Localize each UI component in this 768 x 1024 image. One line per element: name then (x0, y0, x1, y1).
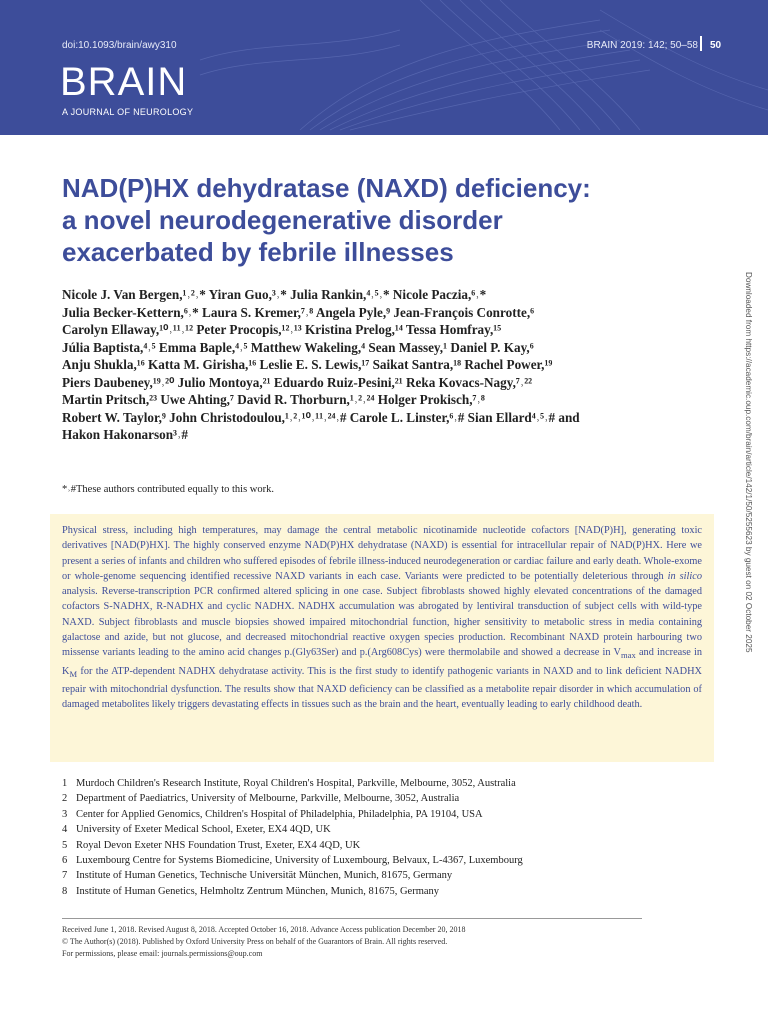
affiliation-number: 7 (62, 870, 68, 882)
title-line: NAD(P)HX dehydratase (NAXD) deficiency: (62, 173, 591, 203)
footer-divider (62, 918, 642, 919)
publication-footer (62, 924, 465, 960)
affiliation-number: 3 (62, 808, 68, 820)
km-subscript: M (69, 668, 78, 679)
author-line: Nicole J. Van Bergen,¹˒²˒* Yiran Guo,³˒* Julia Rankin,⁴˒⁵˒* Nicole Paczia,⁶˒* (62, 287, 487, 302)
journal-banner (0, 0, 768, 135)
affiliation (62, 884, 523, 899)
vmax-subscript: max (620, 650, 636, 661)
affiliation-text: Murdoch Children's Research Institute, Royal Children's Hospital, Parkville, Melbourne, 3052, Australia (76, 778, 516, 789)
affiliation-number: 5 (62, 839, 68, 851)
affiliation-number: 1 (62, 778, 68, 789)
title-line: exacerbated by febrile illnesses (62, 237, 454, 267)
copyright-notice: © The Author(s) (2018). Published by Oxford University Press on behalf of the Guarantors of Brain. All rights reserved. (62, 937, 448, 946)
permissions-contact[interactable]: For permissions, please email: journals.permissions@oup.com (62, 949, 263, 958)
affiliation (62, 868, 523, 883)
affiliation-text: Institute of Human Genetics, Technische Universität München, Munich, 81675, Germany (76, 870, 453, 882)
running-head: BRAIN 2019: 142; 50–58 (586, 40, 698, 51)
author-line: Júlia Baptista,⁴˒⁵ Emma Baple,⁴˒⁵ Matthew Wakeling,⁴ Sean Massey,¹ Daniel P. Kay,⁶ (62, 339, 534, 355)
affiliation-text: University of Exeter Medical School, Exeter, EX4 4QD, UK (76, 824, 331, 836)
abstract-part-3: and increase in K (62, 647, 703, 677)
abstract-part-1: Physical stress, including high temperatures, may damage the central metabolic nicotinamide nucleotide cofactors [NAD(P)H], generating toxic derivatives [NAD(P)HX]. The highly conserved enzyme NAD(P)HX dehydratase (NAXD) is essential for intracellular repair of NAD(P)HX. Here we present a series of infants and children who suffered episodes of febrile illness-induced neurodegeneration or cardiac failure and early death. Whole-exome or whole-genome sequencing identified recessive NAXD variants in each case. Variants were predicted to be potentially deleterious through (62, 525, 702, 582)
affiliation-number: 8 (62, 885, 68, 897)
affiliation-text: Department of Paediatrics, University of Melbourne, Parkville, Melbourne, 3052, Australia (76, 793, 460, 805)
affiliation (62, 776, 523, 791)
title-line: a novel neurodegenerative disorder (62, 205, 503, 235)
author-line: Hakon Hakonarson³˒# (62, 427, 188, 442)
abstract-part-2: analysis. Reverse-transcription PCR confirmed altered splicing in one case. Subject fibroblasts showed highly elevated concentrations of the damaged cofactors S-NADHX, R-NADHX and cyclic NADHX. NADHX accumulation was abrogated by lentiviral transduction of subject cells with wild-type NAXD. Subject fibroblasts and muscle biopsies showed impaired mitochondrial function, higher sensitivity to metabolic stress in media containing galactose and azide, but not glucose, and decreased mitochondrial reactive oxygen species production. Recombinant NAXD protein harbouring two missense variants leading to the amino acid changes p.(Gly63Ser) and p.(Arg608Cys) were thermolabile and showed a decrease in V (62, 586, 702, 659)
page-number: 50 (700, 36, 721, 51)
doi[interactable]: doi:10.1093/brain/awy310 (62, 40, 177, 51)
affiliation-number: 6 (62, 855, 68, 867)
equal-contribution-note: *˒#These authors contributed equally to this work. (62, 484, 274, 495)
article-title (62, 172, 702, 268)
affiliation-text: Center for Applied Genomics, Children's Hospital of Philadelphia, Philadelphia, PA 19104, USA (76, 808, 483, 820)
author-line: Anju Shukla,¹⁶ Katta M. Girisha,¹⁶ Leslie E. S. Lewis,¹⁷ Saikat Santra,¹⁸ Rachel Power,¹⁹ (62, 357, 553, 372)
author-list (62, 286, 702, 444)
journal-subtitle: A JOURNAL OF NEUROLOGY (62, 107, 194, 117)
download-watermark (742, 272, 756, 772)
affiliation-number: 4 (62, 824, 68, 836)
affiliation (62, 822, 523, 837)
received-dates: Received June 1, 2018. Revised August 8, 2018. Accepted October 16, 2018. Advance Access publication December 20, 2018 (62, 925, 466, 934)
author-line: Martin Pritsch,²³ Uwe Ahting,⁷ David R. Thorburn,¹˒²˒²⁴ Holger Prokisch,⁷˒⁸ (62, 392, 485, 407)
affiliation (62, 807, 523, 822)
affiliation-text: Royal Devon Exeter NHS Foundation Trust, Exeter, EX4 4QD, UK (76, 839, 361, 851)
affiliation (62, 853, 523, 868)
author-line: Robert W. Taylor,⁹ John Christodoulou,¹˒²˒¹⁰˒¹¹˒²⁴˒# Carole L. Linster,⁶˒# Sian Ellard⁴˒⁵˒# and (62, 409, 580, 425)
affiliation (62, 838, 523, 853)
affiliations-list (62, 776, 523, 899)
affiliation-text: Luxembourg Centre for Systems Biomedicine, University of Luxembourg, Belvaux, L-4367, Luxembourg (76, 855, 523, 867)
affiliation (62, 791, 523, 806)
affiliation-number: 2 (62, 793, 68, 805)
abstract-text (62, 523, 702, 713)
journal-logo: BRAIN (60, 60, 188, 104)
abstract-insilico: in silico (667, 570, 702, 582)
author-line: Piers Daubeney,¹⁹˒²⁰ Julio Montoya,²¹ Eduardo Ruiz-Pesini,²¹ Reka Kovacs-Nagy,⁷˒²² (62, 374, 533, 390)
abstract-part-4: for the ATP-dependent NADHX dehydratase activity. This is the first study to identify pathogenic variants in NAXD and to link deficient NADHX repair with mitochondrial dysfunction. The results show that NAXD deficiency can be classified as a metabolite repair disorder in which accumulation of damaged metabolites likely triggers devastating effects in tissues such as the brain and the heart, eventually leading to early childhood death. (62, 665, 702, 711)
abstract-box (50, 514, 714, 762)
author-line: Carolyn Ellaway,¹⁰˒¹¹˒¹² Peter Procopis,¹²˒¹³ Kristina Prelog,¹⁴ Tessa Homfray,¹⁵ (62, 322, 502, 337)
download-note: Downloaded from https://academic.oup.com/brain/article/142/1/50/5255623 by guest on 02 October 2025 (744, 272, 753, 653)
author-line: Julia Becker-Kettern,⁶˒* Laura S. Kremer,⁷˒⁸ Angela Pyle,⁹ Jean-François Conrotte,⁶ (62, 304, 535, 320)
affiliation-text: Institute of Human Genetics, Helmholtz Zentrum München, Munich, 81675, Germany (76, 885, 440, 897)
